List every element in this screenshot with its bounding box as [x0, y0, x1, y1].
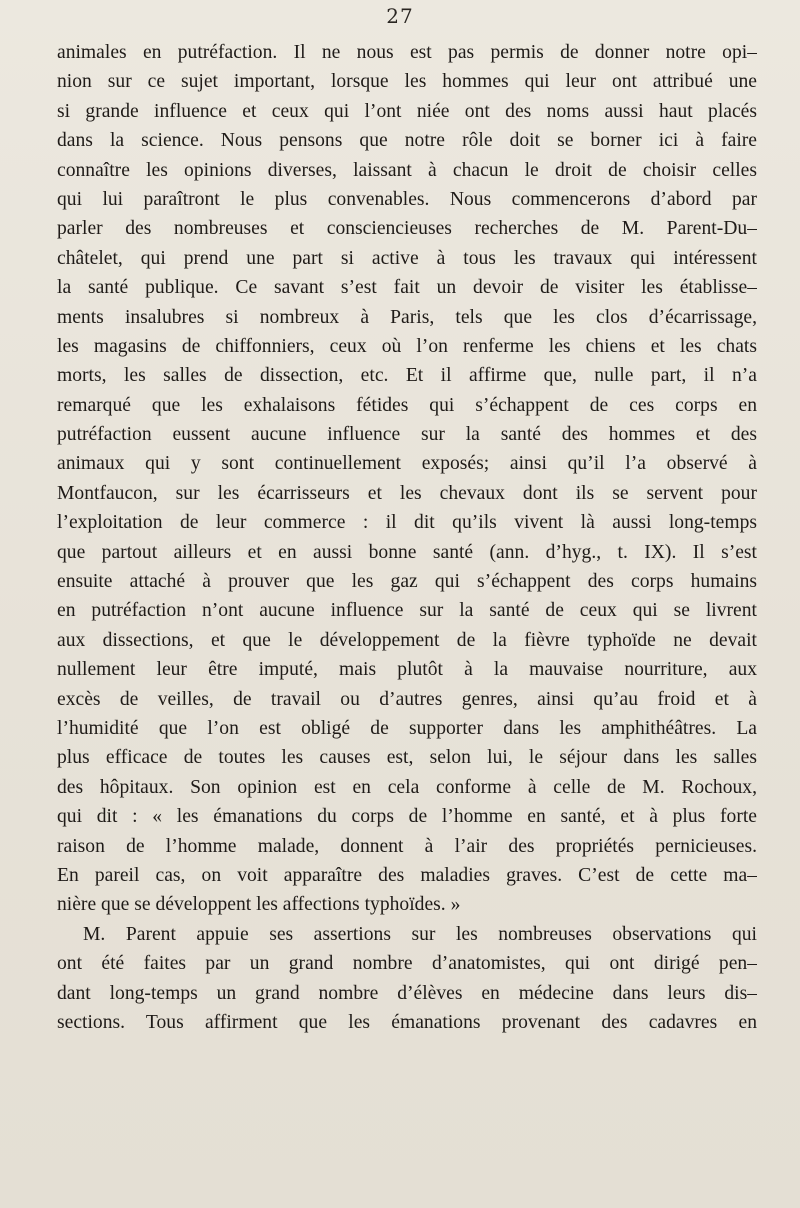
text-line: remarqué que les exhalaisons fétides qui s’échappent de ces corps en	[57, 394, 757, 416]
text-line: Montfaucon, sur les écarrisseurs et les chevaux dont ils se servent pour	[57, 482, 757, 504]
text-line: En pareil cas, on voit apparaître des maladies graves. C’est de cette ma–	[57, 864, 757, 886]
text-line: les magasins de chiffonniers, ceux où l’on renferme les chiens et les chats	[57, 335, 757, 357]
text-line: excès de veilles, de travail ou d’autres genres, ainsi qu’au froid et à	[57, 688, 757, 710]
text-line: morts, les salles de dissection, etc. Et il affirme que, nulle part, il n’a	[57, 365, 757, 387]
text-line: si grande influence et ceux qui l’ont niée ont des noms aussi haut placés	[57, 100, 757, 122]
text-line: sections. Tous affirment que les émanations provenant des cadavres en	[57, 1011, 757, 1033]
text-line: en putréfaction n’ont aucune influence sur la santé de ceux qui se livrent	[57, 600, 757, 622]
text-line: animales en putréfaction. Il ne nous est pas permis de donner notre opi–	[57, 42, 757, 63]
text-line: plus efficace de toutes les causes est, selon lui, le séjour dans les salles	[57, 747, 757, 769]
paragraph-start-line: M. Parent appuie ses assertions sur les nombreuses observations qui	[83, 923, 757, 945]
text-line: nullement leur être imputé, mais plutôt à la mauvaise nourriture, aux	[57, 659, 757, 681]
text-line: animaux qui y sont continuellement exposés; ainsi qu’il l’a observé à	[57, 453, 757, 475]
paragraph-end-line: nière que se développent les affections typhoïdes. »	[57, 894, 461, 916]
text-line: la santé publique. Ce savant s’est fait un devoir de visiter les établisse–	[57, 277, 757, 299]
text-line: putréfaction eussent aucune influence sur la santé des hommes et des	[57, 424, 757, 446]
text-line: châtelet, qui prend une part si active à tous les travaux qui intéressent	[57, 247, 757, 269]
text-line: nion sur ce sujet important, lorsque les hommes qui leur ont attribué une	[57, 71, 757, 93]
text-line: l’humidité que l’on est obligé de supporter dans les amphithéâtres. La	[57, 717, 757, 739]
text-line: ont été faites par un grand nombre d’anatomistes, qui ont dirigé pen–	[57, 953, 757, 975]
text-line: parler des nombreuses et consciencieuses recherches de M. Parent-Du–	[57, 218, 757, 240]
text-line: l’exploitation de leur commerce : il dit qu’ils vivent là aussi long-temps	[57, 512, 757, 534]
text-line: ensuite attaché à prouver que les gaz qui s’échappent des corps humains	[57, 571, 757, 593]
text-line: qui lui paraîtront le plus convenables. Nous commencerons d’abord par	[57, 188, 757, 210]
text-line: dant long-temps un grand nombre d’élèves en médecine dans leurs dis–	[57, 982, 757, 1004]
text-line: des hôpitaux. Son opinion est en cela conforme à celle de M. Rochoux,	[57, 776, 757, 798]
text-line: dans la science. Nous pensons que notre rôle doit se borner ici à faire	[57, 130, 757, 152]
body-text	[57, 38, 757, 1037]
text-line: aux dissections, et que le développement de la fièvre typhoïde ne devait	[57, 629, 757, 651]
text-line: que partout ailleurs et en aussi bonne santé (ann. d’hyg., t. IX). Il s’est	[57, 541, 757, 563]
text-line: raison de l’homme malade, donnent à l’air des propriétés pernicieuses.	[57, 835, 757, 857]
text-line: qui dit : « les émanations du corps de l’homme en santé, et à plus forte	[57, 806, 757, 828]
text-line: connaître les opinions diverses, laissant à chacun le droit de choisir celles	[57, 159, 757, 181]
page-number: 27	[386, 4, 414, 28]
text-line: ments insalubres si nombreux à Paris, tels que les clos d’écarrissage,	[57, 306, 757, 328]
